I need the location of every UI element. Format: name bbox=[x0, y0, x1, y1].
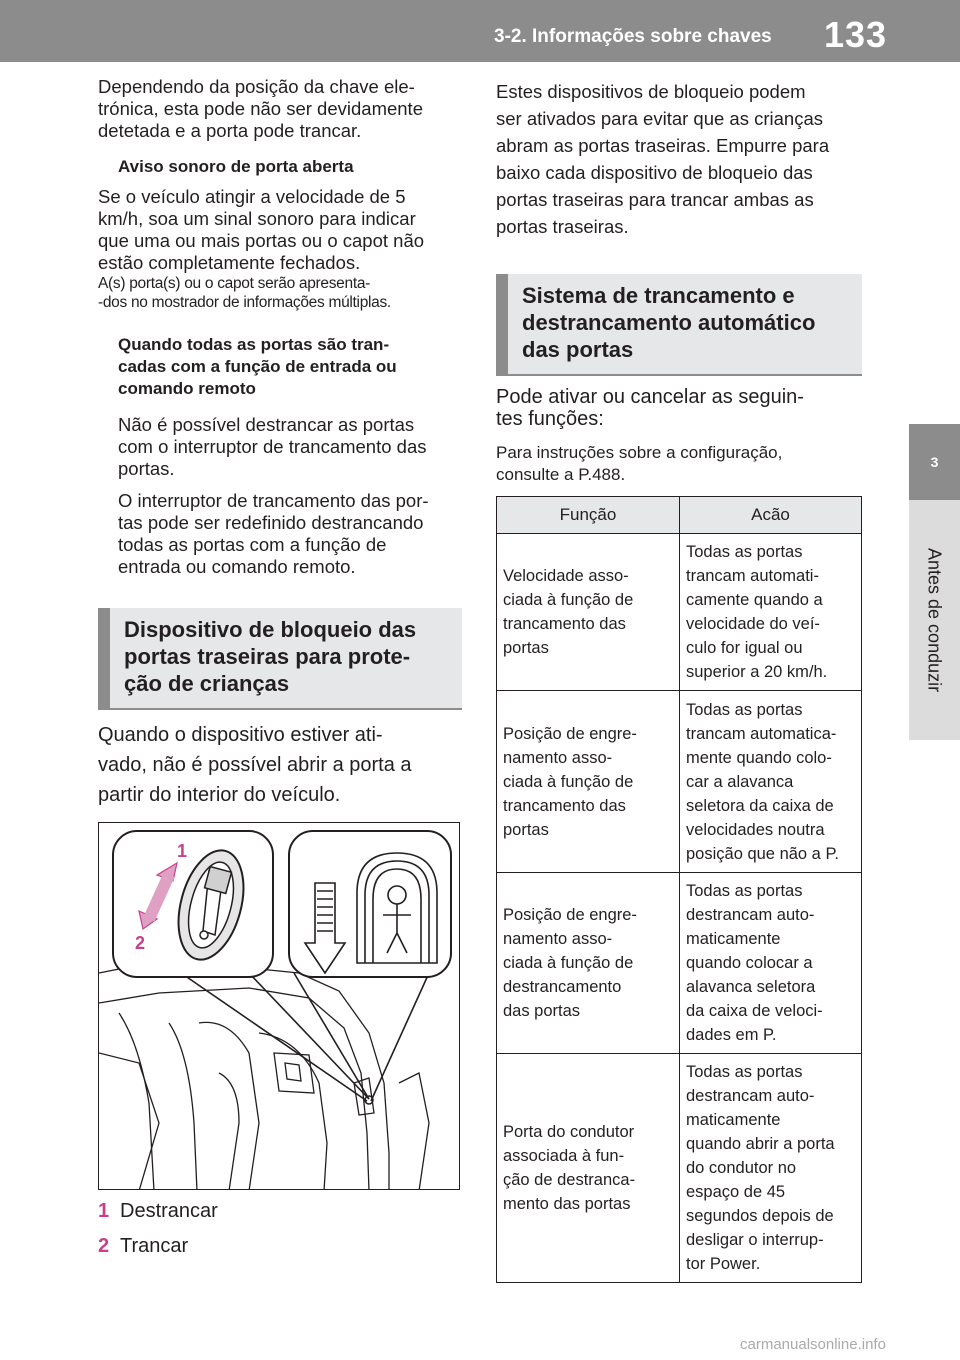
action-cell-line: posição que não a P. bbox=[686, 844, 839, 863]
child-lock-heading-line: portas traseiras para prote- bbox=[124, 644, 411, 669]
locked-p2-line: todas as portas com a função de bbox=[118, 534, 387, 555]
table-header-row bbox=[497, 497, 862, 534]
legend-text: Trancar bbox=[120, 1235, 189, 1257]
auto-lock-heading-line: das portas bbox=[522, 337, 634, 362]
page-header bbox=[0, 0, 960, 62]
function-cell-line: destrancamento bbox=[503, 978, 622, 996]
section-title: 3-2. Informações sobre chaves bbox=[494, 26, 772, 47]
action-cell-line: dades em P. bbox=[686, 1026, 777, 1044]
column-header-action: Acão bbox=[680, 497, 862, 534]
function-cell bbox=[497, 873, 680, 1054]
auto-lock-lead bbox=[496, 386, 866, 430]
action-cell-line: espaço de 45 bbox=[686, 1183, 786, 1201]
locked-title-line: Quando todas as portas são tran- bbox=[118, 335, 390, 354]
child-lock-lead-line: Quando o dispositivo estiver ati- bbox=[98, 724, 383, 746]
action-cell bbox=[680, 534, 862, 691]
door-alarm-note: A(s) porta(s) ou o capot serão apresenta- bbox=[98, 275, 371, 292]
door-alarm-title: Aviso sonoro de porta aberta bbox=[118, 157, 354, 176]
intro-line: detetada e a porta pode trancar. bbox=[98, 120, 362, 141]
action-cell bbox=[680, 1054, 862, 1283]
child-lock-heading bbox=[98, 608, 462, 708]
action-cell-line: seletora da caixa de bbox=[686, 796, 834, 815]
action-cell-line: mente quando colo- bbox=[686, 748, 832, 767]
function-cell-line: portas bbox=[503, 639, 549, 657]
function-cell bbox=[497, 691, 680, 873]
table-row bbox=[497, 873, 862, 1054]
function-cell-line: ciada à função de bbox=[503, 772, 634, 791]
auto-lock-lead-line: tes funções: bbox=[496, 408, 604, 430]
child-lock-figure bbox=[98, 822, 460, 1190]
auto-lock-ref-line: consulte a P.488. bbox=[496, 465, 626, 484]
locked-p1-line: portas. bbox=[118, 458, 175, 479]
action-cell-line: quando colocar a bbox=[686, 954, 813, 972]
door-alarm-note: -dos no mostrador de informações múltiplas. bbox=[98, 294, 391, 311]
action-cell-line: Todas as portas bbox=[686, 1063, 803, 1081]
locked-p2-line: O interruptor de trancamento das por- bbox=[118, 490, 429, 511]
locked-doors-p1 bbox=[118, 414, 468, 480]
chapter-label: Antes de conduzir bbox=[924, 547, 945, 693]
function-cell bbox=[497, 1054, 680, 1283]
function-cell-line: portas bbox=[503, 820, 549, 839]
action-cell-line: da caixa de veloci- bbox=[686, 1002, 823, 1020]
function-cell-line: associada à fun- bbox=[503, 1147, 625, 1165]
legend-text: Destrancar bbox=[120, 1200, 218, 1222]
figure-legend bbox=[98, 1196, 218, 1261]
door-alarm-line: km/h, soa um sinal sonoro para indicar bbox=[98, 208, 416, 229]
function-cell-line: Velocidade asso- bbox=[503, 567, 629, 585]
function-cell bbox=[497, 534, 680, 691]
action-cell-line: Todas as portas bbox=[686, 543, 803, 561]
action-cell-line: trancam automati- bbox=[686, 567, 819, 585]
child-lock-lead bbox=[98, 720, 468, 810]
locked-p2-line: tas pode ser redefinido destrancando bbox=[118, 512, 424, 533]
action-cell-line: do condutor no bbox=[686, 1159, 797, 1177]
page-number: 133 bbox=[824, 14, 888, 55]
function-cell-line: namento asso- bbox=[503, 930, 613, 948]
locked-doors-title bbox=[118, 334, 468, 400]
locked-doors-p2 bbox=[118, 490, 468, 578]
auto-lock-ref-line: Para instruções sobre a configuração, bbox=[496, 443, 783, 462]
action-cell-line: destrancam auto- bbox=[686, 1087, 815, 1105]
continuation-line: portas traseiras. bbox=[496, 216, 629, 237]
action-cell bbox=[680, 691, 862, 873]
watermark-text: carmanualsonline.info bbox=[740, 1336, 886, 1353]
function-cell-line: trancamento das bbox=[503, 796, 626, 815]
door-alarm-line: estão completamente fechados. bbox=[98, 252, 361, 273]
action-cell-line: desligar o interrup- bbox=[686, 1231, 824, 1249]
column-header-function: Função bbox=[497, 497, 680, 534]
auto-lock-heading bbox=[496, 274, 862, 374]
figure-label-2: 2 bbox=[135, 933, 146, 953]
function-cell-line: ção de destranca- bbox=[503, 1171, 636, 1189]
locked-p2-line: entrada ou comando remoto. bbox=[118, 556, 356, 577]
action-cell-line: superior a 20 km/h. bbox=[686, 663, 828, 681]
function-cell-line: ciada à função de bbox=[503, 591, 634, 609]
child-lock-lead-line: partir do interior do veículo. bbox=[98, 784, 341, 806]
action-cell bbox=[680, 873, 862, 1054]
door-alarm-line: que uma ou mais portas ou o capot não bbox=[98, 230, 425, 251]
action-cell-line: culo for igual ou bbox=[686, 639, 803, 657]
child-lock-heading-line: Dispositivo de bloqueio das bbox=[124, 617, 417, 642]
car-door-drawing bbox=[99, 965, 429, 1190]
table-row bbox=[497, 534, 862, 691]
figure-label-1: 1 bbox=[177, 841, 188, 861]
function-cell-line: das portas bbox=[503, 1002, 581, 1020]
door-alarm-text bbox=[98, 186, 468, 312]
continuation-line: abram as portas traseiras. Empurre para bbox=[496, 135, 830, 156]
action-cell-line: Todas as portas bbox=[686, 882, 803, 900]
action-cell-line: camente quando a bbox=[686, 591, 823, 609]
auto-lock-heading-line: Sistema de trancamento e bbox=[522, 283, 795, 308]
legend-item-lock bbox=[98, 1231, 218, 1261]
continuation-line: baixo cada dispositivo de bloqueio das bbox=[496, 162, 813, 183]
action-cell-line: car a alavanca bbox=[686, 772, 794, 791]
intro-line: trónica, esta pode não ser devidamente bbox=[98, 98, 423, 119]
auto-lock-lead-line: Pode ativar ou cancelar as seguin- bbox=[496, 386, 804, 408]
legend-number: 1 bbox=[98, 1200, 110, 1222]
child-lock-continuation bbox=[496, 78, 866, 240]
door-alarm-line: Se o veículo atingir a velocidade de 5 bbox=[98, 186, 406, 207]
action-cell-line: destrancam auto- bbox=[686, 906, 815, 924]
locked-p1-line: Não é possível destrancar as portas bbox=[118, 414, 415, 435]
function-cell-line: ciada à função de bbox=[503, 954, 634, 972]
action-cell-line: quando abrir a porta bbox=[686, 1135, 835, 1153]
function-cell-line: namento asso- bbox=[503, 748, 613, 767]
action-cell-line: segundos depois de bbox=[686, 1207, 834, 1225]
function-cell-line: Posição de engre- bbox=[503, 906, 637, 924]
legend-number: 2 bbox=[98, 1235, 110, 1257]
action-cell-line: velocidade do veí- bbox=[686, 615, 820, 633]
legend-item-unlock bbox=[98, 1196, 218, 1226]
locked-title-line: cadas com a função de entrada ou bbox=[118, 357, 397, 376]
action-cell-line: maticamente bbox=[686, 1111, 781, 1129]
function-cell-line: Porta do condutor bbox=[503, 1123, 635, 1141]
locked-p1-line: com o interruptor de trancamento das bbox=[118, 436, 427, 457]
auto-lock-heading-line: destrancamento automático bbox=[522, 310, 816, 335]
table-row bbox=[497, 1054, 862, 1283]
continuation-line: ser ativados para evitar que as crianças bbox=[496, 108, 824, 129]
action-cell-line: tor Power. bbox=[686, 1255, 761, 1273]
child-lock-illustration bbox=[99, 823, 460, 1190]
chapter-number-tab: 3 bbox=[909, 424, 960, 500]
function-cell-line: mento das portas bbox=[503, 1195, 631, 1213]
locked-title-line: comando remoto bbox=[118, 379, 256, 398]
child-lock-lead-line: vado, não é possível abrir a porta a bbox=[98, 754, 412, 776]
action-cell-line: Todas as portas bbox=[686, 700, 803, 719]
action-cell-line: trancam automatica- bbox=[686, 724, 837, 743]
action-cell-line: maticamente bbox=[686, 930, 781, 948]
intro-line: Dependendo da posição da chave ele- bbox=[98, 76, 415, 97]
function-cell-line: Posição de engre- bbox=[503, 724, 637, 743]
function-cell-line: trancamento das bbox=[503, 615, 626, 633]
intro-paragraph bbox=[98, 76, 468, 142]
continuation-line: portas traseiras para trancar ambas as bbox=[496, 189, 814, 210]
table-row bbox=[497, 691, 862, 873]
child-lock-heading-line: ção de crianças bbox=[124, 671, 290, 696]
action-cell-line: alavanca seletora bbox=[686, 978, 816, 996]
auto-lock-function-table bbox=[496, 496, 862, 1283]
auto-lock-reference bbox=[496, 442, 866, 486]
action-cell-line: velocidades noutra bbox=[686, 820, 825, 839]
continuation-line: Estes dispositivos de bloqueio podem bbox=[496, 81, 806, 102]
